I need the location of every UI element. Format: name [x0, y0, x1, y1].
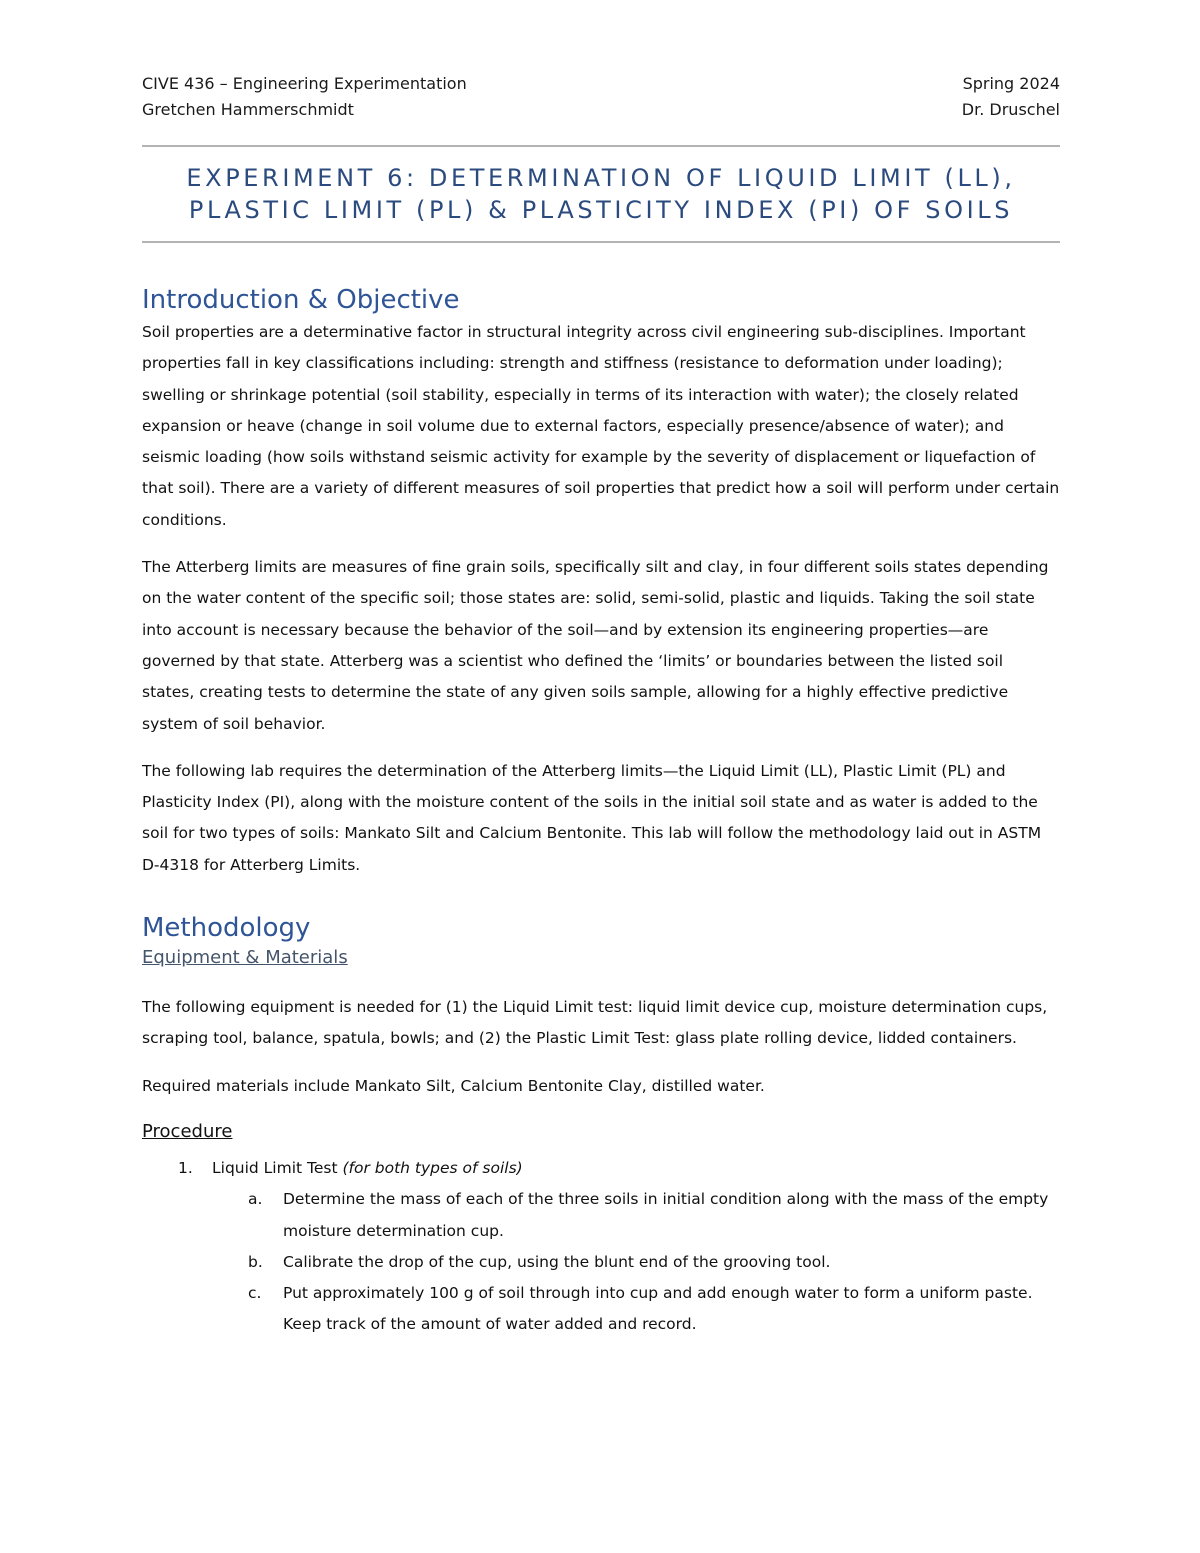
substep-letter: b.: [248, 1252, 263, 1271]
intro-paragraph-3: The following lab requires the determination of the Atterberg limits—the Liquid Limit (LL), Plastic Limit (PL) and Plasticity Index (PI), along with the moisture content of the soils in the initial soil state and as water is added to the soil for two types of soils: Mankato Silt and Calcium Bentonite. This lab will follow the methodology laid out in ASTM D-4318 for Atterberg Limits.: [142, 761, 1042, 874]
intro-paragraph-1: Soil properties are a determinative factor in structural integrity across civil engineering sub-disciplines. Important properties fall in key classifications including: strength and stiffness (resistance to deformation under loading); swelling or shrinkage potential (soil stability, especially in terms of its interaction with water); the closely related expansion or heave (change in soil volume due to external factors, especially presence/absence of water); and seismic loading (how soils withstand seismic activity for example by the severity of displacement or liquefaction of that soil). There are a variety of different measures of soil properties that predict how a soil will perform under certain conditions.: [142, 323, 1060, 529]
substep-letter: c.: [248, 1284, 262, 1303]
procedure-substep-b: [142, 1247, 1060, 1278]
document-page: [142, 0, 1060, 1553]
procedure-substep-a: [142, 1184, 1060, 1247]
term: Spring 2024: [962, 74, 1060, 93]
title-line-2: PLASTIC LIMIT (PL) & PLASTICITY INDEX (PI) OF SOILS: [188, 196, 1014, 224]
instructor-name: Dr. Druschel: [961, 100, 1060, 119]
procedure-substep-c: [142, 1278, 1060, 1341]
substep-text: Determine the mass of each of the three soils in initial condition along with the mass of the empty moisture determination cup.: [283, 1190, 1049, 1240]
page-header: [142, 71, 1060, 123]
step-note: (for both types of soils): [342, 1158, 523, 1177]
title-bottom-rule: [142, 241, 1060, 243]
procedure-heading: Procedure: [142, 1120, 233, 1142]
substep-text: Put approximately 100 g of soil through into cup and add enough water to form a uniform paste. Keep track of the amount of water added and record.: [283, 1284, 1033, 1334]
course-title: CIVE 436 – Engineering Experimentation: [142, 74, 467, 93]
header-row-2: [142, 97, 1060, 123]
document-title: [142, 162, 1060, 226]
title-line-1: EXPERIMENT 6: DETERMINATION OF LIQUID LIMIT (LL),: [186, 164, 1016, 192]
intro-paragraph-2: The Atterberg limits are measures of fine grain soils, specifically silt and clay, in four different soils states depending on the water content of the specific soil; those states are: solid, semi-solid, plastic and liquids. Taking the soil state into account is necessary because the behavior of the soil—and by extension its engineering properties—are governed by that state. Atterberg was a scientist who defined the ‘limits’ or boundaries between the listed soil states, creating tests to determine the state of any given soils sample, allowing for a highly effective predictive system of soil behavior.: [142, 558, 1049, 733]
procedure-step-1: [142, 1153, 1060, 1184]
header-row-1: [142, 71, 1060, 97]
substep-letter: a.: [248, 1190, 263, 1209]
equipment-heading: Equipment & Materials: [142, 947, 348, 969]
step-number: 1.: [178, 1158, 193, 1177]
procedure-list: [142, 1153, 1060, 1341]
equipment-paragraph-2: Required materials include Mankato Silt, Calcium Bentonite Clay, distilled water.: [142, 1076, 765, 1095]
methodology-heading: Methodology: [142, 913, 311, 944]
document-body: [142, 283, 1060, 1341]
title-top-rule: [142, 145, 1060, 147]
equipment-paragraph-1: The following equipment is needed for (1) the Liquid Limit test: liquid limit device cup, moisture determination cups, scraping tool, balance, spatula, bowls; and (2) the Plastic Limit Test: glass plate rolling device, lidded containers.: [142, 998, 1048, 1048]
author-name: Gretchen Hammerschmidt: [142, 100, 354, 119]
step-label: Liquid Limit Test: [212, 1158, 343, 1177]
intro-heading: Introduction & Objective: [142, 285, 460, 315]
substep-text: Calibrate the drop of the cup, using the blunt end of the grooving tool.: [283, 1252, 831, 1271]
